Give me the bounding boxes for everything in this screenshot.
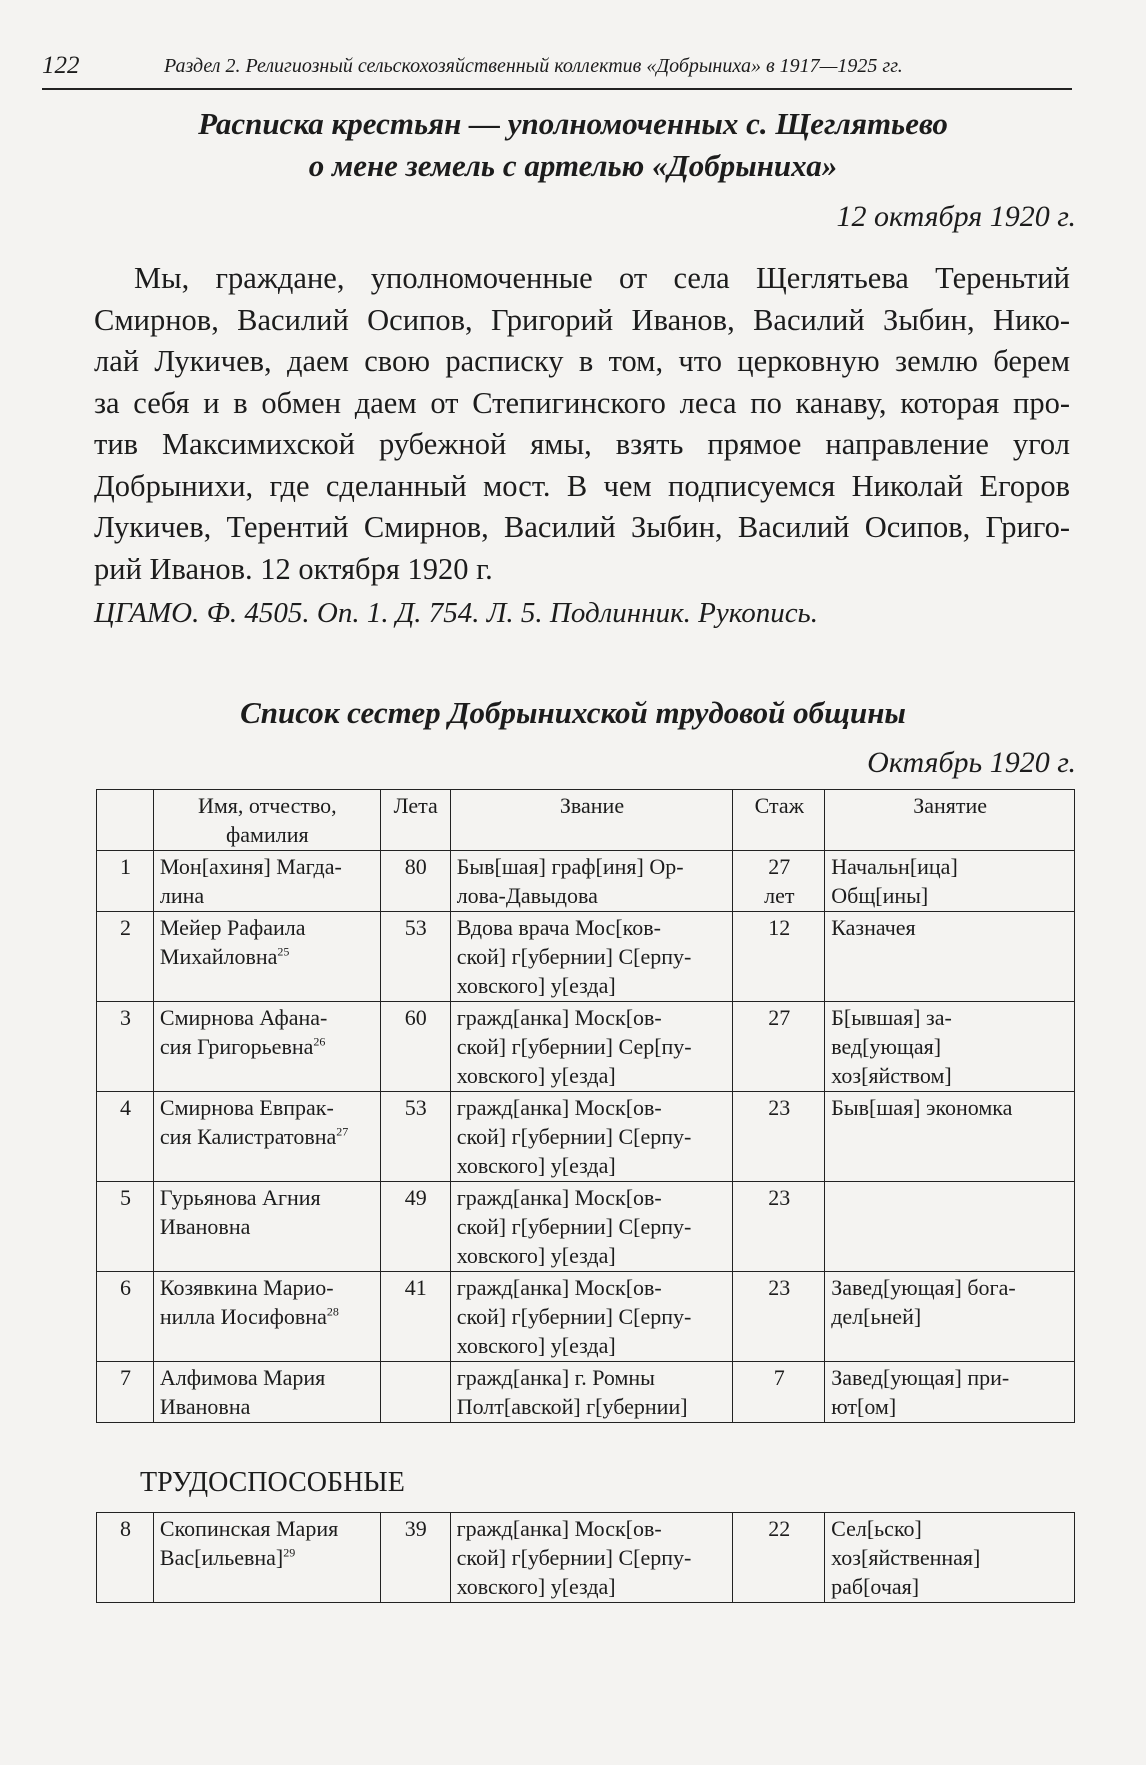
rank-line: ховского] у[езда] <box>456 1153 616 1178</box>
table-row <box>97 912 1075 1002</box>
stazh-line: 27 <box>768 854 791 879</box>
cell-name <box>153 1513 380 1603</box>
doc1-body <box>94 258 1070 590</box>
stazh-line: 23 <box>768 1185 791 1210</box>
occupation-line: Быв[шая] экономка <box>831 1095 1013 1120</box>
sisters-table-able <box>96 1512 1075 1603</box>
doc2-title: Список сестер Добрынихской трудовой общины <box>240 695 906 730</box>
cell-occupation <box>825 1513 1075 1603</box>
cell-occupation <box>825 912 1075 1002</box>
table-row <box>97 1362 1075 1423</box>
doc2-date: Октябрь 1920 г. <box>867 746 1076 779</box>
rank-line: Вдова врача Мос[ков- <box>456 915 661 940</box>
stazh-line: 22 <box>768 1516 791 1541</box>
cell-rank <box>450 851 733 912</box>
running-title: Раздел 2. Религиозный сельскохозяйственный коллектив «Добрыниха» в 1917—1925 гг. <box>164 55 903 77</box>
col-age: Лета <box>380 790 450 851</box>
occupation-line: дел[ьней] <box>831 1304 922 1329</box>
name-line: Михайловна <box>159 944 278 969</box>
doc1-title-line2: о мене земель с артелью «Добрыниха» <box>308 148 838 183</box>
cell-rank <box>450 912 733 1002</box>
cell-stazh <box>733 1362 825 1423</box>
occupation-line: Б[ывшая] за- <box>831 1005 952 1030</box>
doc1-source: ЦГАМО. Ф. 4505. Оп. 1. Д. 754. Л. 5. Подлинник. Рукопись. <box>94 597 819 629</box>
stazh-line: лет <box>764 883 795 908</box>
cell-num: 5 <box>97 1182 154 1272</box>
name-line: сия Григорьевна <box>159 1034 314 1059</box>
rank-line: ховского] у[езда] <box>456 1243 616 1268</box>
cell-stazh <box>733 1092 825 1182</box>
body-line: Мы, граждане, уполномоченные от села Щеглятьева Тереньтий <box>134 261 1070 295</box>
cell-name <box>153 851 380 912</box>
name-line: Алфимова Мария <box>159 1365 326 1390</box>
cell-occupation <box>825 851 1075 912</box>
cell-age: 53 <box>380 1092 450 1182</box>
cell-occupation <box>825 1362 1075 1423</box>
name-line: лина <box>159 883 205 908</box>
name-line: Гурьянова Агния <box>159 1185 321 1210</box>
cell-age: 60 <box>380 1002 450 1092</box>
occupation-line: хоз[яйством] <box>831 1063 952 1088</box>
cell-age: 49 <box>380 1182 450 1272</box>
cell-num: 1 <box>97 851 154 912</box>
cell-name <box>153 1182 380 1272</box>
table-row <box>97 1002 1075 1092</box>
occupation-line: ют[ом] <box>831 1394 897 1419</box>
rank-line: гражд[анка] Моск[ов- <box>456 1275 662 1300</box>
sisters-table <box>96 789 1075 1423</box>
rank-line: ховского] у[езда] <box>456 973 616 998</box>
cell-occupation <box>825 1182 1075 1272</box>
cell-num: 7 <box>97 1362 154 1423</box>
rank-line: гражд[анка] г. Ромны <box>456 1365 655 1390</box>
cell-rank <box>450 1272 733 1362</box>
stazh-line: 23 <box>768 1275 791 1300</box>
cell-stazh <box>733 1182 825 1272</box>
rank-line: ховского] у[езда] <box>456 1063 616 1088</box>
cell-stazh <box>733 1272 825 1362</box>
cell-occupation <box>825 1002 1075 1092</box>
name-line: Ивановна <box>159 1214 251 1239</box>
occupation-line: Завед[ующая] бога- <box>831 1275 1016 1300</box>
name-line: нилла Иосифовна <box>159 1304 327 1329</box>
rank-line: лова-Давыдова <box>456 883 598 908</box>
table-row <box>97 1513 1075 1603</box>
name-line: Ивановна <box>159 1394 251 1419</box>
cell-num: 4 <box>97 1092 154 1182</box>
cell-stazh <box>733 1513 825 1603</box>
cell-stazh <box>733 1002 825 1092</box>
cell-name <box>153 1092 380 1182</box>
cell-age: 39 <box>380 1513 450 1603</box>
cell-num: 3 <box>97 1002 154 1092</box>
rank-line: ской] г[убернии] С[ерпу- <box>456 1304 692 1329</box>
name-line: Смирнова Евпрак- <box>159 1095 334 1120</box>
rank-line: ской] г[убернии] С[ерпу- <box>456 1545 692 1570</box>
body-line: за себя и в обмен даем от Степигинского леса по канаву, которая про- <box>94 385 1070 420</box>
stazh-line: 27 <box>768 1005 791 1030</box>
body-line: лай Лукичев, даем свою расписку в том, что церковную землю берем <box>94 344 1070 378</box>
cell-rank <box>450 1513 733 1603</box>
cell-name <box>153 1362 380 1423</box>
cell-name <box>153 1002 380 1092</box>
page-number: 122 <box>42 52 80 79</box>
cell-age <box>380 1362 450 1423</box>
body-line: тив Максимихской рубежной ямы, взять прямое направление угол <box>94 427 1070 461</box>
rank-line: ской] г[убернии] С[ерпу- <box>456 944 692 969</box>
table-header-row <box>97 790 1075 851</box>
occupation-line: Начальн[ица] <box>831 854 958 879</box>
rank-line: ховского] у[езда] <box>456 1333 616 1358</box>
doc1-title-line1: Расписка крестьян — уполномоченных с. Щеглятьево <box>198 106 948 141</box>
col-rank: Звание <box>450 790 733 851</box>
cell-occupation <box>825 1092 1075 1182</box>
cell-name <box>153 1272 380 1362</box>
cell-name <box>153 912 380 1002</box>
col-name: Имя, отчество, фамилия <box>153 790 380 851</box>
table-row <box>97 1182 1075 1272</box>
stazh-line: 12 <box>768 915 791 940</box>
occupation-line: Казначея <box>831 915 916 940</box>
rank-line: ской] г[убернии] Сер[пу- <box>456 1034 692 1059</box>
occupation-line: Сел[ьско] <box>831 1516 922 1541</box>
cell-stazh <box>733 851 825 912</box>
cell-age: 53 <box>380 912 450 1002</box>
body-line: рий Иванов. 12 октября 1920 г. <box>94 551 493 586</box>
rank-line: гражд[анка] Моск[ов- <box>456 1516 662 1541</box>
cell-num: 8 <box>97 1513 154 1603</box>
cell-age: 80 <box>380 851 450 912</box>
cell-num: 6 <box>97 1272 154 1362</box>
cell-rank <box>450 1002 733 1092</box>
body-line: Добрынихи, где сделанный мост. В чем подписуемся Николай Егоров <box>94 468 1070 503</box>
footnote-ref: 28 <box>326 1304 339 1319</box>
rank-line: Полт[авской] г[убернии] <box>456 1394 688 1419</box>
rank-line: гражд[анка] Моск[ов- <box>456 1185 662 1210</box>
section-label: ТРУДОСПОСОБНЫЕ <box>140 1467 405 1498</box>
cell-stazh <box>733 912 825 1002</box>
cell-occupation <box>825 1272 1075 1362</box>
stazh-line: 23 <box>768 1095 791 1120</box>
rank-line: гражд[анка] Моск[ов- <box>456 1095 662 1120</box>
col-stazh: Стаж <box>733 790 825 851</box>
rank-line: ховского] у[езда] <box>456 1574 616 1599</box>
footnote-ref: 26 <box>313 1034 326 1049</box>
rank-line: ской] г[убернии] С[ерпу- <box>456 1124 692 1149</box>
name-line: Козявкина Марио- <box>159 1275 334 1300</box>
name-line: сия Калистратовна <box>159 1124 337 1149</box>
footnote-ref: 27 <box>336 1124 349 1139</box>
name-line: Мон[ахиня] Магда- <box>159 854 342 879</box>
cell-rank <box>450 1362 733 1423</box>
footnote-ref: 25 <box>277 944 290 959</box>
name-line: Смирнова Афана- <box>159 1005 328 1030</box>
cell-rank <box>450 1092 733 1182</box>
stazh-line: 7 <box>773 1365 785 1390</box>
page-header <box>42 52 1072 90</box>
footnote-ref: 29 <box>283 1545 296 1560</box>
body-line: Смирнов, Василий Осипов, Григорий Иванов, Василий Зыбин, Нико- <box>94 302 1070 337</box>
cell-age: 41 <box>380 1272 450 1362</box>
cell-rank <box>450 1182 733 1272</box>
table-row <box>97 1272 1075 1362</box>
cell-num: 2 <box>97 912 154 1002</box>
col-num <box>97 790 154 851</box>
name-line: Вас[ильевна] <box>159 1545 284 1570</box>
occupation-line: вед[ующая] <box>831 1034 942 1059</box>
col-occupation: Занятие <box>825 790 1075 851</box>
rank-line: Быв[шая] граф[иня] Ор- <box>456 854 684 879</box>
occupation-line: Общ[ины] <box>831 883 929 908</box>
table-row <box>97 851 1075 912</box>
name-line: Мейер Рафаила <box>159 915 306 940</box>
rank-line: гражд[анка] Моск[ов- <box>456 1005 662 1030</box>
rank-line: ской] г[убернии] С[ерпу- <box>456 1214 692 1239</box>
table-row <box>97 1092 1075 1182</box>
occupation-line: раб[очая] <box>831 1574 920 1599</box>
body-line: Лукичев, Терентий Смирнов, Василий Зыбин, Василий Осипов, Григо- <box>94 510 1070 544</box>
name-line: Скопинская Мария <box>159 1516 339 1541</box>
occupation-line: Завед[ующая] при- <box>831 1365 1010 1390</box>
doc1-date: 12 октября 1920 г. <box>836 200 1076 233</box>
occupation-line: хоз[яйственная] <box>831 1545 981 1570</box>
